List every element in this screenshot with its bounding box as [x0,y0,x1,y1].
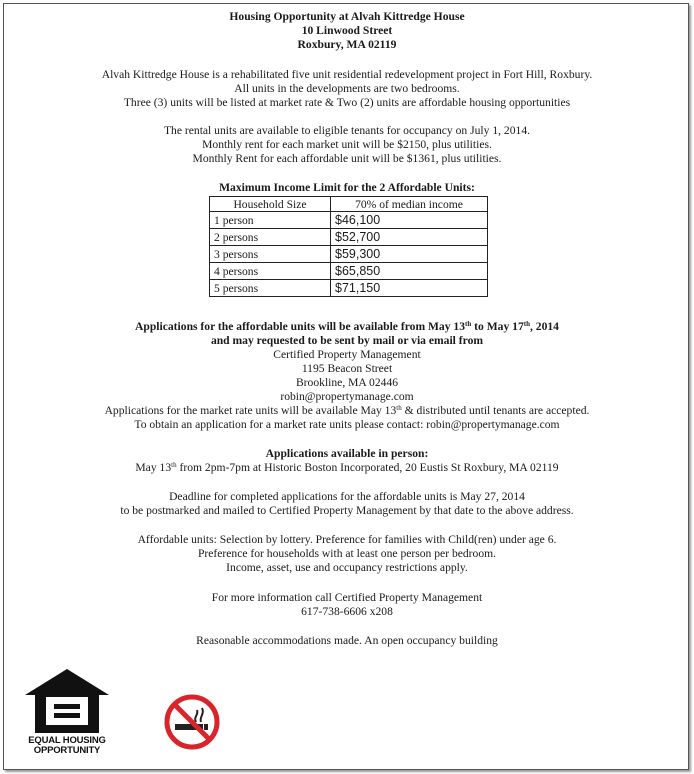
column-header-income: 70% of median income [331,197,488,212]
no-smoking-icon [163,693,221,751]
management-company: Certified Property Management [273,348,421,361]
address-street: 10 Linwood Street [301,24,393,37]
rental-line-3: Monthly Rent for each affordable unit will be $1361, plus utilities. [192,152,502,165]
household-size-cell: 5 persons [210,280,331,297]
intro-line-2: All units in the developments are two bedrooms. [234,82,460,95]
intro-line-3: Three (3) units will be listed at market rate & Two (2) units are affordable housing opportunities [123,96,571,109]
applications-request-line: and may requested to be sent by mail or via email from [210,334,484,347]
deadline-line-2: to be postmarked and mailed to Certified Property Management by that date to the above address. [120,504,574,517]
income-table [209,196,488,297]
management-email: robin@propertymanage.com [280,390,414,403]
rental-line-1: The rental units are available to eligible tenants for occupancy on July 1, 2014. [163,124,531,137]
applications-dates: Applications for the affordable units will be available from May 13th to May 17th, 2014 [135,320,559,333]
equal-sign-bottom [54,713,80,718]
income-limit-cell: $59,300 [331,246,488,263]
household-size-cell: 2 persons [210,229,331,246]
rental-line-2: Monthly rent for each market unit will be $2150, plus utilities. [202,138,492,151]
income-table-title: Maximum Income Limit for the 2 Affordable Units: [219,181,475,194]
household-size-cell: 3 persons [210,246,331,263]
table-row [210,263,488,280]
management-city: Brookline, MA 02446 [295,376,399,389]
selection-line-1: Affordable units: Selection by lottery. Preference for families with Child(ren) under age 6. [137,533,557,546]
market-rate-contact: To obtain an application for a market rate units please contact: robin@propertymanage.com [134,418,560,431]
equal-housing-text: EQUAL HOUSING OPPORTUNITY [28,735,106,756]
in-person-details: May 13th from 2pm-7pm at Historic Boston Incorporated, 20 Eustis St Roxbury, MA 02119 [135,461,559,474]
column-header-size: Household Size [210,197,331,212]
selection-line-2: Preference for households with at least one person per bedroom. [197,547,497,560]
income-limit-cell: $52,700 [331,229,488,246]
income-limit-cell: $46,100 [331,212,488,229]
income-table-header-row [210,197,488,212]
table-row [210,212,488,229]
selection-line-3: Income, asset, use and occupancy restrictions apply. [226,561,468,574]
intro-line-1: Alvah Kittredge House is a rehabilitated five unit residential redevelopment project in Fort Hill, Roxbury. [101,68,593,81]
income-limit-cell: $71,150 [331,280,488,297]
deadline-line-1: Deadline for completed applications for the affordable units is May 27, 2014 [169,490,525,503]
management-street: 1195 Beacon Street [301,362,393,375]
contact-phone: 617-738-6606 x208 [301,605,393,618]
accommodations-note: Reasonable accommodations made. An open occupancy building [196,634,498,647]
market-rate-availability: Applications for the market rate units will be available May 13th & distributed until tenants are accepted. [104,404,590,417]
table-row [210,229,488,246]
page-title: Housing Opportunity at Alvah Kittredge House [229,10,465,23]
income-limit-cell: $65,850 [331,263,488,280]
address-city: Roxbury, MA 02119 [297,38,397,51]
household-size-cell: 4 persons [210,263,331,280]
household-size-cell: 1 person [210,212,331,229]
table-row [210,246,488,263]
equal-sign-top [54,704,80,709]
in-person-heading: Applications available in person: [265,447,429,460]
table-row [210,280,488,297]
contact-line: For more information call Certified Property Management [211,591,483,604]
